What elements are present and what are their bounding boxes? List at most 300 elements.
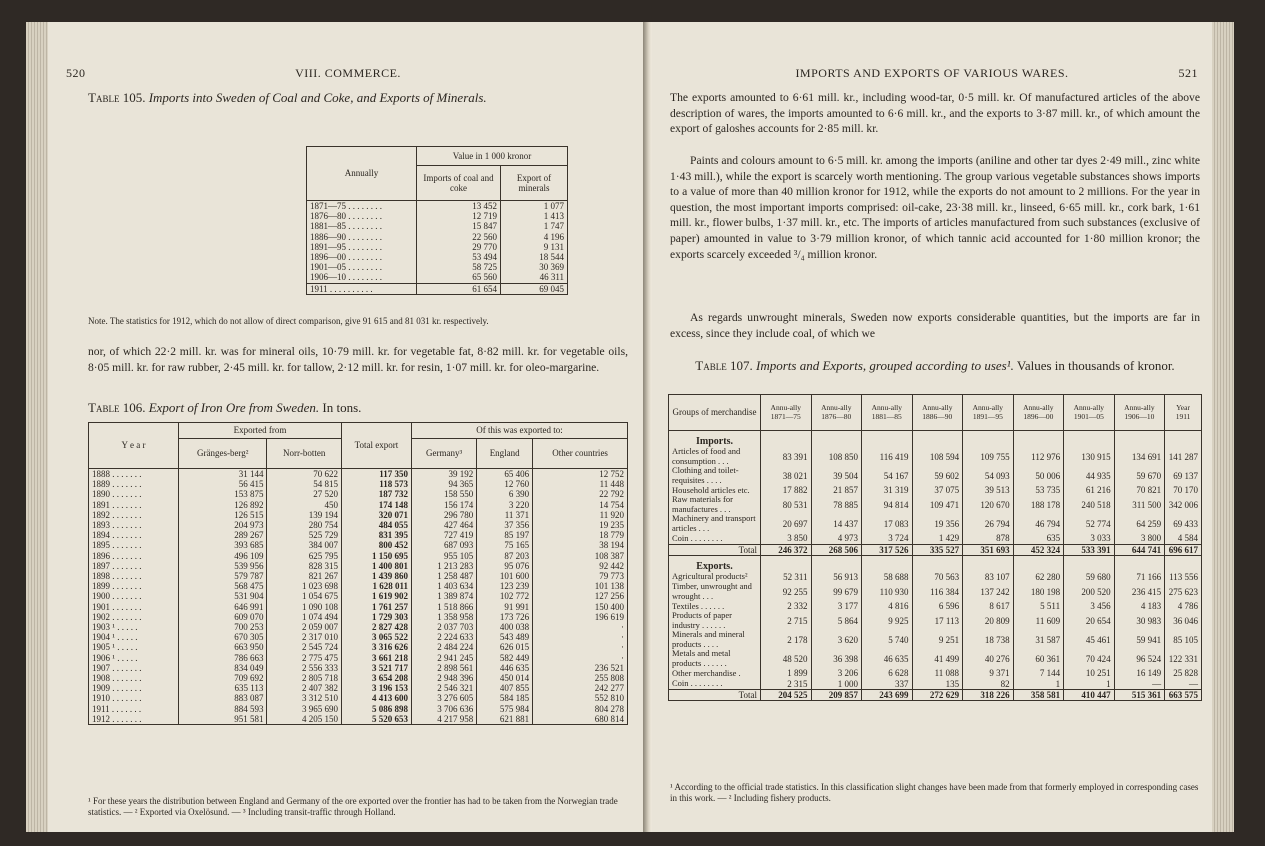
cell: 31 587: [1013, 630, 1064, 649]
cell: 539 956: [179, 561, 267, 571]
row-label: 1911 . . . . . . . . . .: [307, 283, 417, 294]
row-label: 1890 . . . . . . .: [89, 489, 179, 499]
table105-title: Imports into Sweden of Coal and Coke, and Exports of Minerals.: [148, 90, 487, 105]
cell: 117 350: [341, 469, 411, 480]
cell: 1 213 283: [411, 561, 476, 571]
cell: 1 413: [543, 211, 564, 222]
cell: 156 174: [411, 500, 476, 510]
cell: 1 518 866: [411, 602, 476, 612]
running-head-left: VIII. COMMERCE.: [295, 66, 401, 80]
cell: 1 054 675: [267, 591, 342, 601]
row-label: 1901 . . . . . . .: [89, 602, 179, 612]
cell: 2 315: [761, 679, 812, 690]
cell: 1: [1064, 679, 1115, 690]
table-row: [89, 602, 628, 612]
cell: 85 105: [1173, 634, 1198, 645]
row-label: Metals and metal products . . . . . .: [669, 649, 761, 668]
cell: 70 821: [1114, 485, 1165, 495]
table105-note: Note. The statistics for 1912, which do not allow of direct comparison, give 91 615 and 81 031 kr. respectively.: [88, 316, 489, 326]
cell: ·: [621, 652, 624, 663]
cell: 407 855: [477, 683, 533, 693]
cell: 116 384: [912, 582, 963, 601]
table-row: [669, 533, 1202, 544]
cell: 17 882: [761, 485, 812, 495]
cell: 393 685: [179, 540, 267, 550]
cell: 108 387: [594, 550, 624, 561]
cell: 280 754: [267, 520, 342, 530]
cell: 3 312 510: [267, 693, 342, 703]
total-cell: 410 447: [1064, 689, 1115, 700]
t106-col-germany: Germany³: [411, 439, 476, 469]
cell: 39 504: [811, 466, 862, 485]
row-label: 1895 . . . . . . .: [89, 540, 179, 550]
cell: 1 150 695: [341, 551, 411, 561]
page-number-left: 520: [66, 66, 86, 80]
row-label: 1899 . . . . . . .: [89, 581, 179, 591]
table-row: [89, 551, 628, 561]
cell: 1 628 011: [341, 581, 411, 591]
table-row: [89, 642, 628, 652]
cell: 78 885: [811, 495, 862, 514]
cell: 15 847: [417, 221, 501, 231]
table-row: [307, 272, 568, 283]
table-row: [89, 479, 628, 489]
table-row: [89, 520, 628, 530]
cell: 700 253: [179, 622, 267, 632]
cell: 37 356: [477, 520, 533, 530]
table-row: [307, 242, 568, 252]
table-row: [89, 500, 628, 510]
cell: 446 635: [477, 663, 533, 673]
cell: 450 014: [477, 673, 533, 683]
cell: 61 654: [417, 283, 501, 294]
cell: 3 206: [811, 668, 862, 678]
table-row: [89, 561, 628, 571]
cell: 3 316 626: [341, 642, 411, 652]
cell: 2 827 428: [341, 622, 411, 632]
cell: 92 255: [761, 582, 812, 601]
cell: 4 413 600: [341, 693, 411, 703]
cell: 126 892: [179, 500, 267, 510]
t106-col-total: Total export: [341, 423, 411, 469]
cell: 800 452: [341, 540, 411, 550]
cell: 22 560: [417, 232, 501, 242]
row-label: 1910 . . . . . . .: [89, 693, 179, 703]
cell: 3 800: [1114, 533, 1165, 544]
cell: 240 518: [1064, 495, 1115, 514]
total-cell: 644 741: [1114, 544, 1165, 555]
cell: 61 216: [1064, 485, 1115, 495]
cell: 2 224 633: [411, 632, 476, 642]
table-row: [307, 221, 568, 231]
total-cell: 243 699: [862, 689, 913, 700]
cell: 384 007: [267, 540, 342, 550]
cell: 680 814: [594, 713, 624, 724]
cell: 5 511: [1013, 601, 1064, 611]
cell: 289 267: [179, 530, 267, 540]
cell: 2 545 724: [267, 642, 342, 652]
table107-caption: [670, 358, 1200, 373]
exports-heading: Exports.: [669, 555, 761, 572]
cell: 11 609: [1013, 611, 1064, 630]
table-row: [89, 714, 628, 725]
row-label: 1881—85 . . . . . . . .: [307, 221, 417, 231]
cell: 727 419: [411, 530, 476, 540]
cell: 4 816: [862, 601, 913, 611]
table106-title: Export of Iron Ore from Sweden.: [148, 400, 320, 415]
page-number-right: 521: [1178, 66, 1198, 80]
cell: 582 449: [477, 653, 533, 663]
cell: 6 596: [912, 601, 963, 611]
t107-col-header: Annu-ally 1886—90: [912, 395, 963, 431]
cell: 320 071: [341, 510, 411, 520]
row-label: 1911 . . . . . . .: [89, 704, 179, 714]
table-row: [89, 530, 628, 540]
cell: 296 780: [411, 510, 476, 520]
total-cell: 515 361: [1114, 689, 1165, 700]
table106-label: Table 106.: [88, 400, 146, 415]
cell: 1 358 958: [411, 612, 476, 622]
total-cell: 268 506: [811, 544, 862, 555]
row-label: Raw materials for manufactures . . .: [669, 495, 761, 514]
cell: 26 794: [963, 514, 1014, 533]
cell: 70 563: [912, 572, 963, 582]
row-label: 1871—75 . . . . . . . .: [307, 201, 417, 212]
cell: 123 239: [477, 581, 533, 591]
left-page: [48, 22, 648, 832]
cell: —: [1114, 679, 1165, 690]
cell: 400 038: [477, 622, 533, 632]
table-row: [89, 581, 628, 591]
cell: 625 795: [267, 551, 342, 561]
cell: 11 088: [912, 668, 963, 678]
cell: 38 021: [761, 466, 812, 485]
cell: 255 808: [594, 673, 624, 684]
cell: 116 419: [862, 447, 913, 466]
cell: 14 754: [599, 499, 624, 510]
cell: 134 691: [1114, 447, 1165, 466]
row-label: 1907 . . . . . . .: [89, 663, 179, 673]
cell: 3 620: [811, 630, 862, 649]
table-row: [89, 632, 628, 642]
row-label: 1896—00 . . . . . . . .: [307, 252, 417, 262]
t106-col-year: Y e a r: [89, 423, 179, 469]
cell: 5 520 653: [341, 714, 411, 725]
cell: 337: [862, 679, 913, 690]
cell: 1 429: [912, 533, 963, 544]
cell: 120 670: [963, 495, 1014, 514]
table105: [306, 146, 568, 295]
cell: 94 814: [862, 495, 913, 514]
cell: 20 697: [761, 514, 812, 533]
cell: 31 319: [862, 485, 913, 495]
cell: 2 948 396: [411, 673, 476, 683]
cell: 275 623: [1168, 586, 1198, 597]
cell: 2 178: [761, 630, 812, 649]
cell: 4 196: [543, 231, 564, 242]
cell: 92 442: [599, 560, 624, 571]
table105-label: Table 105.: [88, 90, 146, 105]
cell: 21 857: [811, 485, 862, 495]
t106-col-other: Other countries: [552, 448, 608, 459]
cell: 46 311: [539, 272, 564, 283]
cell: 242 277: [594, 683, 624, 694]
cell: 54 815: [267, 479, 342, 489]
cell: 2 484 224: [411, 642, 476, 652]
cell: 12 760: [477, 479, 533, 489]
total-cell: 318 226: [963, 689, 1014, 700]
cell: 1 747: [543, 221, 564, 232]
table106: [88, 422, 628, 725]
total-cell: 317 526: [862, 544, 913, 555]
cell: 18 544: [539, 252, 564, 263]
total-row: [669, 544, 1202, 555]
cell: 1 077: [543, 201, 564, 211]
total-cell: 663 575: [1165, 689, 1202, 700]
table-row: [89, 704, 628, 714]
cell: 41 499: [912, 649, 963, 668]
cell: 18 738: [963, 630, 1014, 649]
left-paragraph: nor, of which 22·2 mill. kr. was for mineral oils, 10·79 mill. kr. for vegetable fat, 8·82 mill. kr. for vegetable oils, 8·05 mill. kr. for raw rubber, 2·45 mill. kr. for tallow, 2·12 mill. kr. for resin, 1·07 mill. kr. for oleo-margarine.: [88, 345, 628, 374]
t106-col-of-this: Of this was exported to:: [411, 423, 627, 439]
row-label: Machinery and transport articles . . .: [669, 514, 761, 533]
cell: 621 881: [477, 714, 533, 725]
row-label: Other merchandise .: [669, 668, 761, 678]
cell: 36 398: [811, 649, 862, 668]
cell: 122 331: [1168, 653, 1198, 664]
cell: 13 452: [417, 201, 501, 212]
table-row: [307, 201, 568, 212]
table-row: [307, 232, 568, 242]
cell: 126 515: [179, 510, 267, 520]
cell: 9 925: [862, 611, 913, 630]
table-row: [89, 693, 628, 703]
cell: 878: [963, 533, 1014, 544]
cell: 75 165: [477, 540, 533, 550]
table-row: [89, 622, 628, 632]
cell: 44 935: [1064, 466, 1115, 485]
t105-col-imports: Imports of coal and coke: [417, 166, 501, 201]
cell: 112 976: [1013, 447, 1064, 466]
cell: 2 805 718: [267, 673, 342, 683]
row-label: 1894 . . . . . . .: [89, 530, 179, 540]
cell: 3 220: [477, 500, 533, 510]
cell: 158 550: [411, 489, 476, 499]
cell: 70 622: [267, 469, 342, 480]
table106-unit: In tons.: [322, 400, 362, 415]
row-label: Coin . . . . . . . .: [669, 679, 761, 690]
table-row: [89, 571, 628, 581]
table-row: [307, 262, 568, 272]
row-label: Minerals and mineral products . . . .: [669, 630, 761, 649]
cell: 609 070: [179, 612, 267, 622]
cell: 2 037 703: [411, 622, 476, 632]
row-label: 1892 . . . . . . .: [89, 510, 179, 520]
row-label: 1912 . . . . . . .: [89, 714, 179, 725]
table-row: [307, 283, 568, 294]
cell: 46 635: [862, 649, 913, 668]
cell: 95 076: [477, 561, 533, 571]
cell: 2 775 475: [267, 653, 342, 663]
cell: 4 205 150: [267, 714, 342, 725]
cell: ·: [621, 632, 624, 643]
cell: 1 439 860: [341, 571, 411, 581]
cell: 3 033: [1064, 533, 1115, 544]
cell: 46 794: [1013, 514, 1064, 533]
cell: 204 973: [179, 520, 267, 530]
table107: [668, 394, 1202, 701]
cell: 130 915: [1064, 447, 1115, 466]
cell: 52 774: [1064, 514, 1115, 533]
table-row: [669, 611, 1202, 630]
t107-col-group: Groups of merchandise: [669, 395, 761, 431]
row-label: 1906—10 . . . . . . . .: [307, 272, 417, 283]
cell: 45 461: [1064, 630, 1115, 649]
total-cell: 533 391: [1064, 544, 1115, 555]
cell: 118 573: [341, 479, 411, 489]
cell: 3 276 605: [411, 693, 476, 703]
cell: 59 680: [1064, 572, 1115, 582]
cell: 955 105: [411, 551, 476, 561]
cell: 96 524: [1114, 649, 1165, 668]
t107-col-header: Annu-ally 1896—00: [1013, 395, 1064, 431]
row-label: 1886—90 . . . . . . . .: [307, 232, 417, 242]
cell: 626 015: [477, 642, 533, 652]
cell: 30 369: [539, 262, 564, 273]
cell: 37 075: [912, 485, 963, 495]
cell: 70 170: [1173, 485, 1198, 496]
cell: 99 679: [811, 582, 862, 601]
cell: 4 786: [1177, 601, 1198, 612]
table-row: [669, 679, 1202, 690]
t106-col-england: England: [477, 439, 533, 469]
table-row: [669, 630, 1202, 649]
cell: 109 755: [963, 447, 1014, 466]
row-label: 1906 ¹ . . . . .: [89, 653, 179, 663]
cell: 2 556 333: [267, 663, 342, 673]
cell: 3 065 522: [341, 632, 411, 642]
row-label: Articles of food and consumption . . .: [669, 447, 761, 466]
row-label: 1891—95 . . . . . . . .: [307, 242, 417, 252]
running-head-right: IMPORTS AND EXPORTS OF VARIOUS WARES.: [795, 66, 1069, 80]
cell: 17 113: [912, 611, 963, 630]
cell: 1 389 874: [411, 591, 476, 601]
row-label: 1909 . . . . . . .: [89, 683, 179, 693]
cell: 646 991: [179, 602, 267, 612]
cell: 11 920: [599, 509, 624, 520]
cell: 4 183: [1114, 601, 1165, 611]
cell: 187 732: [341, 489, 411, 499]
row-label: Products of paper industry . . . . . .: [669, 611, 761, 630]
cell: 3 724: [862, 533, 913, 544]
cell: 110 930: [862, 582, 913, 601]
total-cell: 351 693: [963, 544, 1014, 555]
cell: 2 715: [761, 611, 812, 630]
cell: 27 520: [267, 489, 342, 499]
cell: 50 006: [1013, 466, 1064, 485]
cell: 102 772: [477, 591, 533, 601]
cell: 12 719: [417, 211, 501, 221]
cell: 10 251: [1064, 668, 1115, 678]
t107-col-header: Annu-ally 1881—85: [862, 395, 913, 431]
table-row: [89, 673, 628, 683]
cell: 663 950: [179, 642, 267, 652]
cell: 635 113: [179, 683, 267, 693]
cell: 828 315: [267, 561, 342, 571]
cell: 484 055: [341, 520, 411, 530]
row-label: Household articles etc.: [669, 485, 761, 495]
row-label: 1908 . . . . . . .: [89, 673, 179, 683]
cell: 53 494: [417, 252, 501, 262]
table-row: [89, 683, 628, 693]
cell: ·: [621, 622, 624, 633]
cell: 20 654: [1064, 611, 1115, 630]
cell: 174 148: [341, 500, 411, 510]
table106-footnote: ¹ For these years the distribution between England and Germany of the ore exported over the frontier has had to be taken from the Norwegian trade statistics. — ² Exported via Oxelösund. — ³ Including transit-traffic through Holland.: [88, 796, 618, 817]
cell: 1 899: [761, 668, 812, 678]
cell: 236 415: [1114, 582, 1165, 601]
right-page: [652, 22, 1212, 832]
cell: 94 365: [411, 479, 476, 489]
t107-col-header: Year 1911: [1175, 403, 1191, 421]
cell: 4 217 958: [411, 714, 476, 725]
cell: 56 415: [179, 479, 267, 489]
cell: 9 371: [963, 668, 1014, 678]
t107-col-header: Annu-ally 1906—10: [1114, 395, 1165, 431]
t105-col-group: Value in 1 000 kronor: [417, 147, 568, 166]
cell: 3 196 153: [341, 683, 411, 693]
cell: 59 670: [1114, 466, 1165, 485]
total-cell: 358 581: [1013, 689, 1064, 700]
cell: 188 178: [1013, 495, 1064, 514]
cell: 1 023 698: [267, 581, 342, 591]
table-row: [89, 591, 628, 601]
cell: 91 991: [477, 602, 533, 612]
row-label: 1905 ¹ . . . . .: [89, 642, 179, 652]
row-label: 1903 ¹ . . . . .: [89, 622, 179, 632]
table-row: [89, 510, 628, 520]
cell: 2 332: [761, 601, 812, 611]
t107-col-header: Annu-ally 1871—75: [761, 395, 812, 431]
cell: 11 448: [599, 479, 624, 490]
t107-col-header: Annu-ally 1901—05: [1064, 395, 1115, 431]
row-label: Coin . . . . . . . .: [669, 533, 761, 544]
table107-unit: Values in thousands of kronor.: [1016, 358, 1175, 373]
cell: 2 317 010: [267, 632, 342, 642]
cell: 64 259: [1114, 514, 1165, 533]
table-row: [669, 514, 1202, 533]
cell: 59 602: [912, 466, 963, 485]
cell: 109 471: [912, 495, 963, 514]
cell: 82: [963, 679, 1014, 690]
cell: 821 267: [267, 571, 342, 581]
cell: ·: [621, 642, 624, 653]
cell: 52 311: [761, 572, 812, 582]
cell: 3 965 690: [267, 704, 342, 714]
cell: 1 400 801: [341, 561, 411, 571]
cell: 19 356: [912, 514, 963, 533]
cell: 5 086 898: [341, 704, 411, 714]
t107-col-header: Annu-ally 1891—95: [963, 395, 1014, 431]
t107-col-header: Annu-ally 1876—80: [811, 395, 862, 431]
row-label: 1876—80 . . . . . . . .: [307, 211, 417, 221]
table106-caption: [88, 400, 628, 415]
cell: 2 898 561: [411, 663, 476, 673]
cell: 16 149: [1114, 668, 1165, 678]
total-cell: 452 324: [1013, 544, 1064, 555]
cell: 1: [1013, 679, 1064, 690]
total-row: [669, 689, 1202, 700]
